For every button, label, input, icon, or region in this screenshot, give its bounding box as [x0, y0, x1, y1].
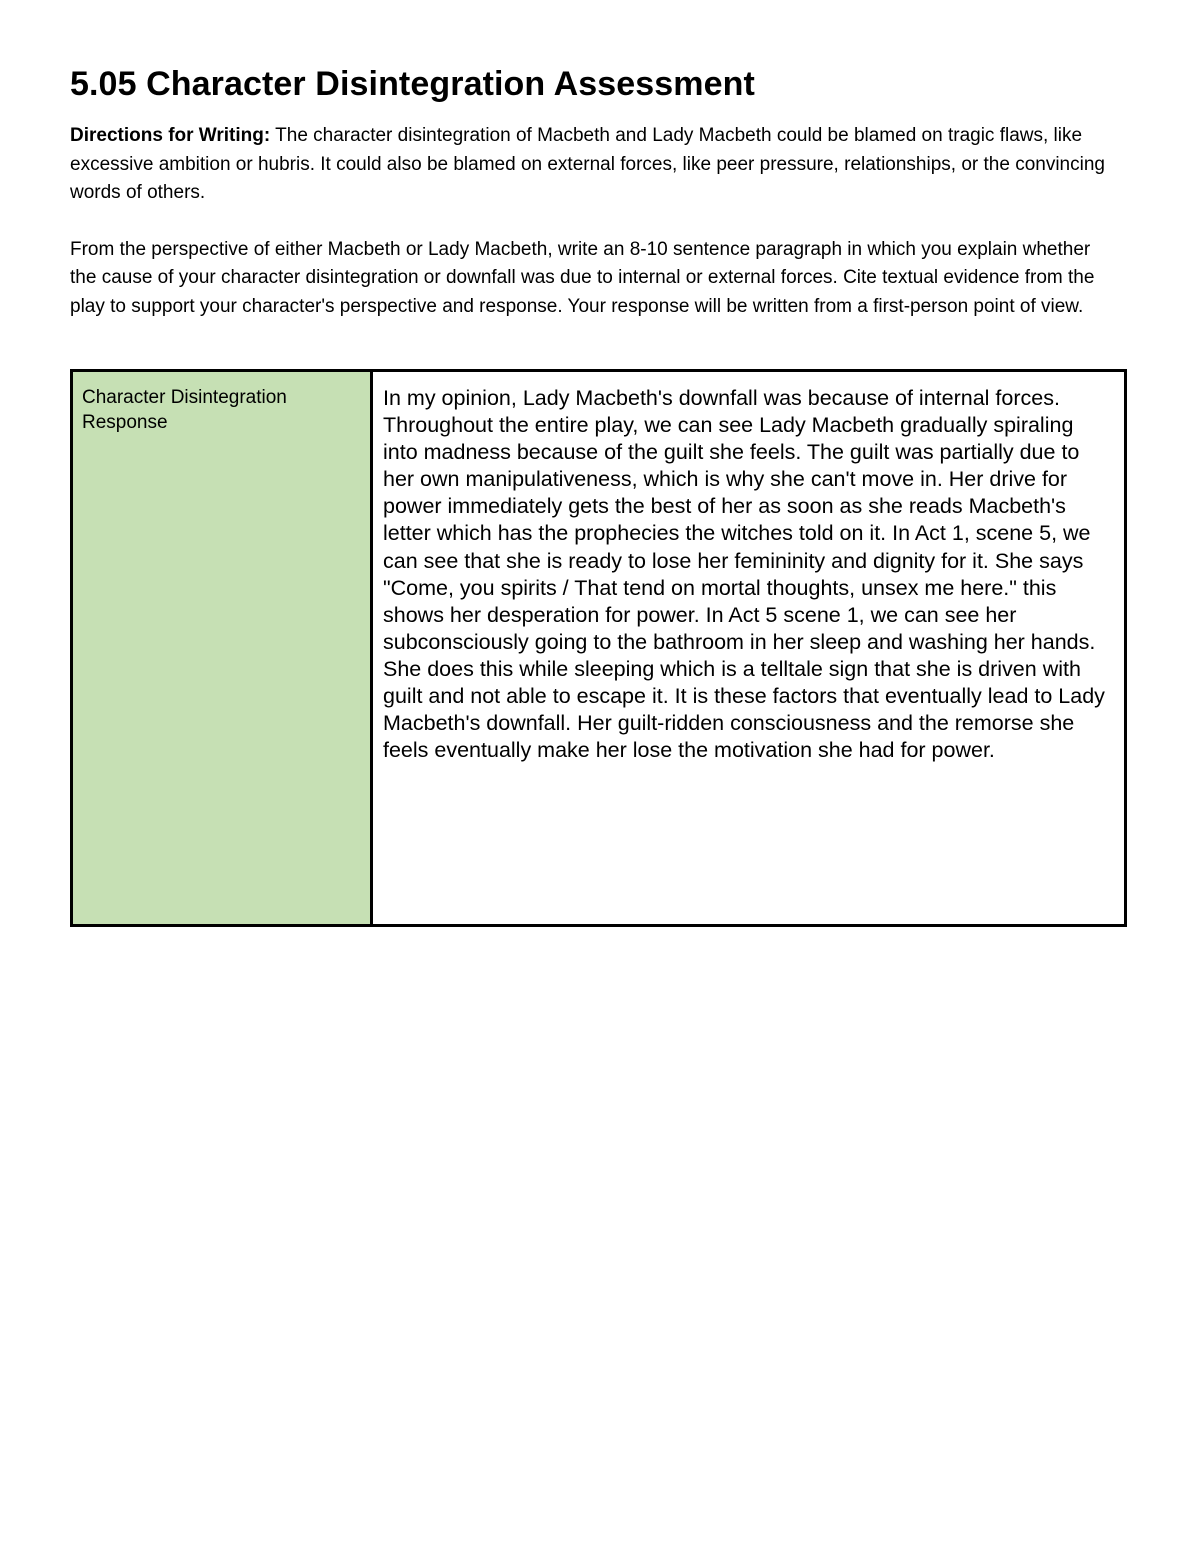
document-page — [70, 62, 1128, 321]
response-table — [70, 369, 1127, 927]
directions-label: Directions for Writing: — [70, 125, 271, 146]
table-row — [72, 371, 1126, 926]
response-label-cell: Character Disintegration Response — [72, 371, 372, 926]
directions-paragraph — [70, 122, 1120, 208]
directions-text: The character disintegration of Macbeth and Lady Macbeth could be blamed on tragic flaws, like excessive ambition or hubris. It could also be blamed on external forces, like peer pressure, relationships, or the convincing words of others. — [70, 125, 1105, 203]
page-title: 5.05 Character Disintegration Assessment — [70, 65, 755, 103]
response-text-cell[interactable]: In my opinion, Lady Macbeth's downfall was because of internal forces. Throughout the entire play, we can see Lady Macbeth gradually spiraling into madness because of the guilt she feels. The guilt was partially due to her own manipulativeness, which is why she can't move in. Her drive for power immediately gets the best of her as soon as she reads Macbeth's letter which has the prophecies the witches told on it. In Act 1, scene 5, we can see that she is ready to lose her femininity and dignity for it. She says "Come, you spirits / That tend on mortal thoughts, unsex me here." this shows her desperation for power. In Act 5 scene 1, we can see her subconsciously going to the bathroom in her sleep and washing her hands. She does this while sleeping which is a telltale sign that she is driven with guilt and not able to escape it. It is these factors that eventually lead to Lady Macbeth's downfall. Her guilt-ridden consciousness and the remorse she feels eventually make her lose the motivation she had for power. — [372, 371, 1126, 926]
instructions-paragraph: From the perspective of either Macbeth or Lady Macbeth, write an 8-10 sentence paragraph in which you explain whether the cause of your character disintegration or downfall was due to internal or external forces. Cite textual evidence from the play to support your character's perspective and response. Your response will be written from a first-person point of view. — [70, 238, 1095, 317]
